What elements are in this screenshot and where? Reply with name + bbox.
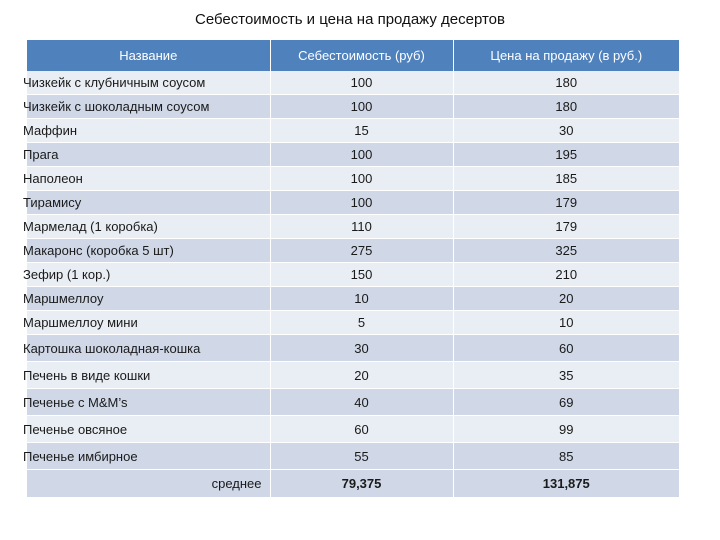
row-cost: 10	[270, 287, 453, 311]
row-cost: 100	[270, 167, 453, 191]
row-cost: 100	[270, 95, 453, 119]
row-price: 60	[453, 335, 679, 362]
row-name: Макаронс (коробка 5 шт)	[27, 239, 270, 263]
table-row	[27, 215, 679, 239]
page-title: Себестоимость и цена на продажу десертов	[194, 11, 505, 28]
row-price: 185	[453, 167, 679, 191]
table-header-row	[27, 40, 679, 71]
row-name: Маршмеллоу	[27, 287, 270, 311]
row-name: Печень в виде кошки	[27, 362, 270, 389]
table-row	[27, 443, 679, 470]
average-label: среднее	[27, 470, 270, 498]
row-name: Печенье с M&M’s	[27, 389, 270, 416]
row-cost: 110	[270, 215, 453, 239]
table-row	[27, 335, 679, 362]
row-name: Наполеон	[27, 167, 270, 191]
row-name: Картошка шоколадная-кошка	[27, 335, 270, 362]
row-price: 85	[453, 443, 679, 470]
table-row	[27, 239, 679, 263]
row-price: 30	[453, 119, 679, 143]
row-price: 35	[453, 362, 679, 389]
row-price: 210	[453, 263, 679, 287]
table-row	[27, 416, 679, 443]
row-name: Чизкейк с клубничным соусом	[27, 71, 270, 95]
row-price: 180	[453, 71, 679, 95]
header-name: Название	[27, 40, 270, 71]
row-cost: 5	[270, 311, 453, 335]
row-cost: 20	[270, 362, 453, 389]
row-cost: 100	[270, 191, 453, 215]
row-price: 20	[453, 287, 679, 311]
row-price: 99	[453, 416, 679, 443]
row-name: Мармелад (1 коробка)	[27, 215, 270, 239]
row-name: Прага	[27, 143, 270, 167]
row-name: Маршмеллоу мини	[27, 311, 270, 335]
table-row	[27, 287, 679, 311]
row-price: 179	[453, 215, 679, 239]
row-cost: 60	[270, 416, 453, 443]
row-price: 10	[453, 311, 679, 335]
row-cost: 30	[270, 335, 453, 362]
row-cost: 15	[270, 119, 453, 143]
row-price: 69	[453, 389, 679, 416]
table-row	[27, 167, 679, 191]
row-name: Зефир (1 кор.)	[27, 263, 270, 287]
table-row	[27, 143, 679, 167]
table-row	[27, 95, 679, 119]
table-footer-row	[27, 470, 679, 498]
header-price: Цена на продажу (в руб.)	[453, 40, 679, 71]
table-row	[27, 311, 679, 335]
header-cost: Себестоимость (руб)	[270, 40, 453, 71]
table-row	[27, 71, 679, 95]
row-name: Печенье имбирное	[27, 443, 270, 470]
row-cost: 55	[270, 443, 453, 470]
row-cost: 150	[270, 263, 453, 287]
table-row	[27, 191, 679, 215]
row-name: Маффин	[27, 119, 270, 143]
table-row	[27, 362, 679, 389]
dessert-table	[23, 40, 679, 498]
average-price: 131,875	[453, 470, 679, 498]
table-row	[27, 389, 679, 416]
row-name: Печенье овсяное	[27, 416, 270, 443]
table-row	[27, 263, 679, 287]
row-name: Тирамису	[27, 191, 270, 215]
row-price: 180	[453, 95, 679, 119]
row-cost: 100	[270, 143, 453, 167]
row-price: 179	[453, 191, 679, 215]
row-name: Чизкейк с шоколадным соусом	[27, 95, 270, 119]
row-cost: 275	[270, 239, 453, 263]
row-price: 195	[453, 143, 679, 167]
table-row	[27, 119, 679, 143]
row-cost: 40	[270, 389, 453, 416]
average-cost: 79,375	[270, 470, 453, 498]
row-cost: 100	[270, 71, 453, 95]
row-price: 325	[453, 239, 679, 263]
